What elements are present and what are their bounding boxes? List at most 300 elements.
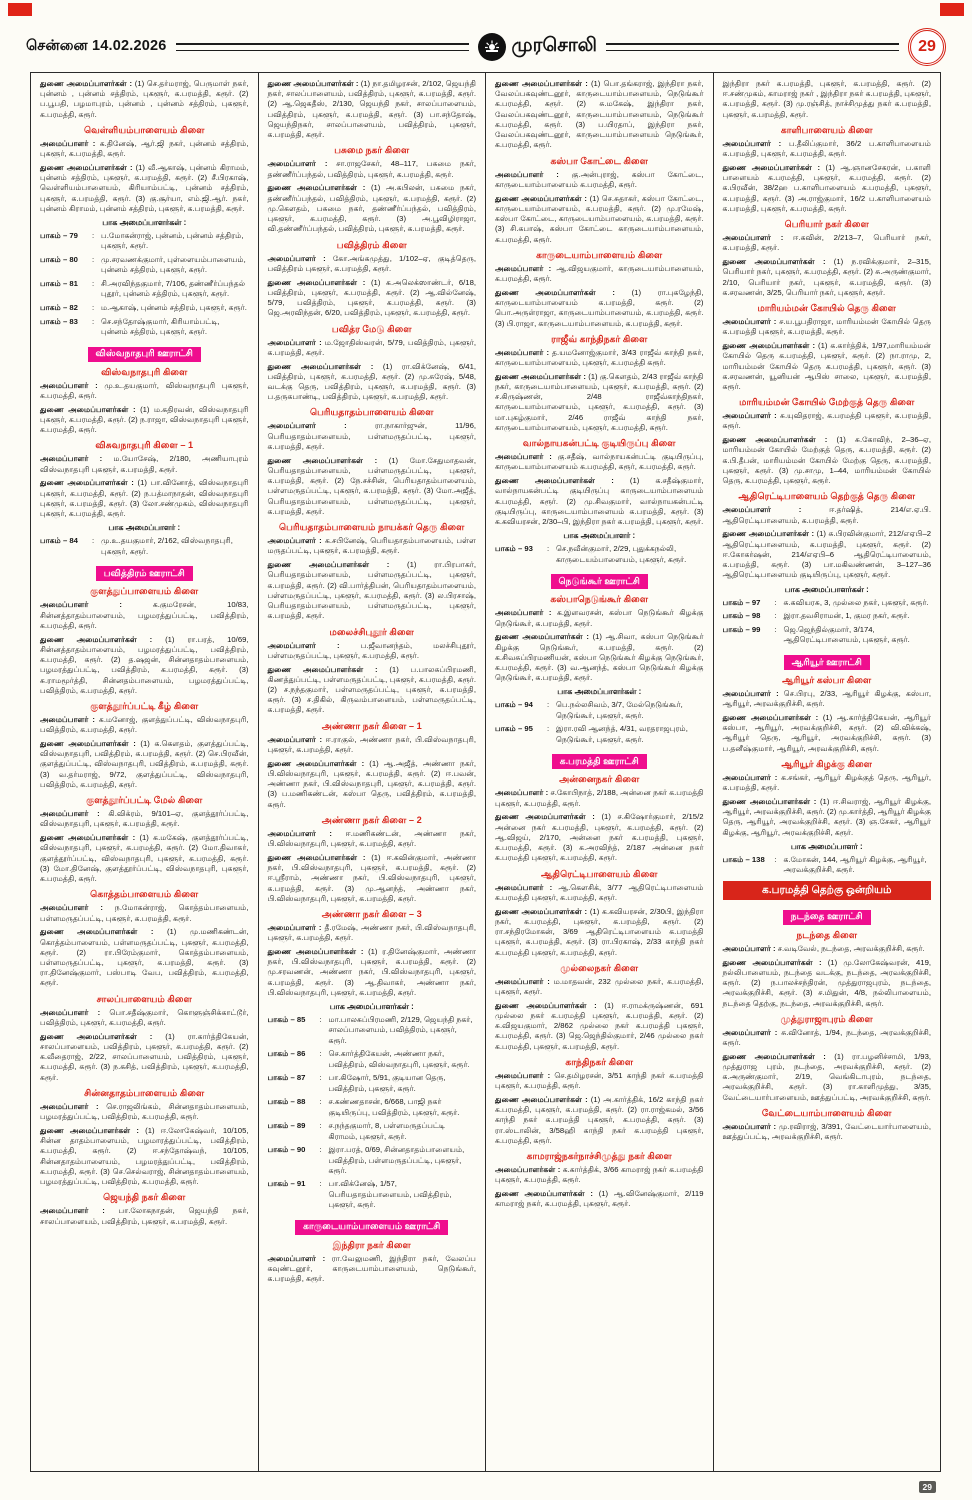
member-text: (1) வீ.ஆகாஷ், புன்னம் கிராமம், புன்னம் சத்திரம், புகளூர், க.பரமத்தி, கரூர். (2) சீ.பிரகாஷ், வெள்ளியம்பாளையம், கிரியாம்பட்டி, புன்னம் சத்திரம், புகளூர், க.பரமத்தி, கரூர். (3) கு.சூர்யா, எம்.ஜி.ஆர். நகர், புன்னம் கிராமம், புன்னம் சத்திரம், புகளூர், க.பரமத்தி, கரூர். bbox=[40, 162, 249, 213]
member-paragraph bbox=[268, 853, 477, 904]
member-text: (1) ஆ.சிவா, கஸ்பா நெடுங்கூர் கிழக்கு நெடுங்கூர், க.பரமத்தி, கரூர். (2) க.சிவசுப்பிரமணியன், கஸ்பா நெடுங்கூர் கிழக்கு நெடுங்கூர், க.பரமத்தி, கரூர். (3) வ.ஆனந்த், கஸ்பா நெடுங்கூர் கிழக்கு நெடுங்கூர், க.பரமத்தி, கரூர். bbox=[495, 632, 704, 683]
member-paragraph bbox=[268, 759, 477, 810]
member-text: க.கார்த்திக், 3/66 காமராஜ் நகர் க.பரமத்தி புகளூர், க.பரமத்தி, கரூர். bbox=[495, 1165, 704, 1185]
member-paragraph bbox=[723, 341, 932, 392]
member-text: (1) மோ.சேதுமாதவன், பெரியதாதம்பாளையம், பள்ளமருதப்பட்டி, புகளூர், க.பரமத்தி, கரூர். (2) நே.சச்சின், பெரியதாதம்பாளையம், பள்ளமருதப்பட்டி, புகளூர், க.பரமத்தி, கரூர். (3) மோ.அஜீத், பெரியதாதம்பாளையம், பள்ளமருதப்பட்டி, புகளூர், க.பரமத்தி, கரூர். bbox=[267, 455, 476, 516]
part-organizer-text: மா.பாலசுப்பிரமணி, 2/129, ஜெயந்தி நகர், சாலப்பாளையம், பவித்திரம், புகளூர், கரூர். bbox=[328, 1015, 473, 1045]
section-label: பாக அமைப்பாளர் : bbox=[108, 523, 181, 533]
branch-heading: மாரியம்மன் கோயில் மேற்குத் தெரு கிளை bbox=[739, 397, 915, 408]
news-column-2 bbox=[259, 73, 487, 1471]
member-paragraph bbox=[268, 338, 477, 358]
member-text: (1) ஆ.அஜீத், அண்ணா நகர், பி.விஸ்வநாதபுரி, புகளூர், க.பரமத்தி, கரூர். (2) ஈ.பவன், அண்ணா நகர், பி.விஸ்வநாதபுரி, புகளூர், க.பரமத்தி, கரூர். (3) ப.மணிகண்டன், கஸ்பா தெரு, பவித்திரம், க.பரமத்தி, கரூர். bbox=[267, 758, 476, 809]
member-paragraph bbox=[723, 505, 932, 525]
branch-heading: ஆதிரெட்டிபாளையம் கிளை bbox=[540, 868, 658, 879]
member-paragraph bbox=[495, 907, 704, 958]
role-label: அமைப்பாளர் : bbox=[722, 772, 782, 782]
panchayat-banner-row bbox=[495, 571, 704, 590]
member-paragraph bbox=[495, 1165, 704, 1185]
member-paragraph bbox=[495, 1001, 704, 1052]
part-colon: : bbox=[92, 255, 95, 265]
member-paragraph bbox=[268, 829, 477, 849]
member-paragraph bbox=[40, 600, 249, 631]
member-text: ஆ.கௌசிக், 3/77 ஆதிரெட்டிபாளையம் க.பரமத்தி புகளூர், க.பரமத்தி, கரூர். bbox=[495, 882, 704, 902]
section-label: பாக அமைப்பாளர் : bbox=[790, 841, 863, 851]
role-label: அமைப்பாளர் : bbox=[267, 640, 361, 650]
member-text: (1) பா.வினோத், விஸ்வநாதபுரி புகளூர், க.பரமத்தி, கரூர். (2) ந.பத்மாநாதன், விஸ்வநாதபுரி புகளூர், க.பரமத்தி, கரூர். (3) லோ.சண்முகம், விஸ்வநாதபுரி புகளூர், க.பரமத்தி, கரூர். bbox=[40, 478, 249, 519]
member-text: (1) ரா.புகழேந்தி, காருடையாம்பாளையம் க.பரமத்தி, கரூர். (2) பொ.அருள்ராஜா, காருடையாம்பாளையம், க.பரமத்தி, கரூர். (3) பி.ராஜா, காருடையாம்பாளையம், க.பரமத்தி, கரூர். bbox=[495, 287, 704, 328]
part-number: பாகம் – 99 bbox=[722, 625, 761, 635]
member-paragraph bbox=[268, 735, 477, 755]
branch-heading: குளத்தூர்ப்பட்டி கீழ் கிளை bbox=[90, 700, 199, 711]
member-text: சு.வினோத், 1/94, நடந்தை, அரவக்குறிச்சி, கரூர். bbox=[722, 1027, 932, 1048]
member-text: (1) செ.சுதாகர், கஸ்பா கோட்டை, காருடையாம்பாளையம், க.பரமத்தி, கரூர். (2) மு.ரமேஷ், கஸ்பா கோட்டை, காருடையாம்பாளையம், க.பரமத்தி, கரூர். (3) சி.கபாஷ், கஸ்பா கோட்டை காருடையாம்பாளையம், க.பரமத்தி, கரூர். bbox=[495, 193, 704, 244]
member-text: ச.ய.பூபதிராஜா, மாரியம்மன் கோயில் தெரு க.பரமத்தி புகளூர், க.பரமத்தி, கரூர். bbox=[722, 317, 931, 337]
member-text: ஈ.கவின், 2/213–7, பெரியார் நகர், க.பரமத்தி, கரூர். bbox=[722, 233, 931, 253]
part-organizer-row bbox=[40, 255, 249, 275]
member-text: க.குமரேசன், 10/83, சின்னத்தாதம்பாளையம், பழமரத்துப்பட்டி, பவித்திரம், க.பரமத்தி, கரூர். bbox=[40, 600, 249, 630]
role-label: அமைப்பாளர் : bbox=[40, 1101, 107, 1111]
role-label: துணை அமைப்பாளர்கள் : bbox=[722, 435, 837, 445]
member-paragraph bbox=[268, 183, 477, 234]
part-organizer-text: செ.நவீன்குமார், 2/29, புதுக்கநல்லி, காருடையம்பாளையம், புகளூர், கரூர். bbox=[556, 544, 687, 564]
role-label: அமைப்பாளர் : bbox=[722, 317, 780, 327]
part-colon: : bbox=[92, 231, 95, 241]
member-paragraph bbox=[723, 79, 932, 120]
member-text: க.தினேஷ், ஆர்.ஜி நகர், புன்னம் சத்திரம், புகளூர், க.பரமத்தி, கரூர். bbox=[40, 138, 249, 159]
masthead bbox=[26, 30, 946, 64]
part-colon: : bbox=[319, 1015, 322, 1025]
role-label: துணை அமைப்பாளர்கள் : bbox=[495, 812, 602, 822]
member-text: (1) ஈ.சிவராஜ், ஆரியூர் கிழக்கு, ஆரியூர், அரவக்குறிச்சி, கரூர். (2) மு.கார்த்தி, ஆரியூர் கிழக்கு தெரு, ஆரியூர், அரவக்குறிச்சி, கரூர். (3) ஞ.சேகர், ஆரியூர் கிழக்கு, ஆரியூர், அரவக்குறிச்சி, கரூர். bbox=[722, 796, 931, 837]
panchayat-banner-row bbox=[268, 1216, 477, 1235]
member-text: செ.பிரபு, 2/33, ஆரியூர் கிழக்கு, கஸ்பா, ஆரியூர், அரவக்குறிச்சி, கரூர். bbox=[722, 689, 932, 709]
role-label: துணை அமைப்பாளர்கள் : bbox=[495, 1189, 599, 1199]
masthead-rule-left bbox=[176, 43, 469, 51]
member-paragraph bbox=[40, 715, 249, 735]
content-columns bbox=[30, 72, 941, 1472]
member-paragraph bbox=[723, 411, 932, 431]
member-text: ச.வடிவேல், நடந்தை, அரவக்குறிச்சி, கரூர். bbox=[777, 943, 925, 953]
member-paragraph bbox=[723, 233, 932, 253]
member-text: (1) பொ.தங்கராஜ், இந்திரா நகர், வேலப்பகவுண்டனூர், காருடையாம்பாளையம், நெடுங்கூர் க.பரமத்தி, கரூர். (2) சு.மகேஷ், இந்திரா நகர், வேலப்பகவுண்டனூர், காருடையாம்பாளையம், நெடுங்கூர் க.பரமத்தி, கரூர். (3) ப.யிரதாப், இந்திரா நகர், வேலப்பகவுண்டனூர், காருடையாம்பாளையம் நெடுங்கூர், க.பரமத்தி, கரூர். bbox=[495, 79, 704, 150]
member-paragraph bbox=[268, 665, 477, 716]
role-label: துணை அமைப்பாளர்கள் : bbox=[40, 927, 167, 937]
part-colon: : bbox=[92, 316, 95, 326]
branch-heading: பெரியார் நகர் கிளை bbox=[784, 219, 869, 230]
section-label: பாக அமைப்பாளர்கள் : bbox=[102, 218, 187, 228]
member-text: பொ.சதீஷ்குமார், கொளுஞ்சிக்காட்டூர், பவித்திரம், புகளூர், க.பரமத்தி, கரூர். bbox=[40, 1007, 249, 1027]
part-organizer-text: ப.மோகன்ராஜ், புன்னம், புன்னம் சத்திரம், புகளூர், கரூர். bbox=[101, 231, 244, 251]
part-organizer-row bbox=[495, 724, 704, 744]
branch-heading: மாரியம்மன் கோயில் தெரு கிளை bbox=[757, 303, 896, 314]
role-label: துணை அமைப்பாளர்கள் : bbox=[40, 634, 166, 644]
role-label: துணை அமைப்பாளர்கள் : bbox=[40, 478, 138, 488]
member-paragraph bbox=[723, 257, 932, 298]
member-text: இந்திரா நகர் க.பரமத்தி, புகளூர், க.பரமத்தி, கரூர். (2) ஈ.சண்முகம், காமராஜ் நகர் , இந்திரா நகர் க.பரமத்தி, புகளூர், க.பரமத்தி, கரூர். (3) மு.ரஞ்சித், நாச்சிமுத்து நகர் க.பரமத்தி, புகளூர், க.பரமத்தி, கரூர். bbox=[722, 79, 931, 119]
footer-page-number: 29 bbox=[919, 1481, 936, 1493]
member-text: (1) ம.கதிரவன், விஸ்வநாதபுரி புகளூர், க.பரமத்தி, கரூர். (2) ந.ராஜா, விஸ்வநாதபுரி புகளூர், க.பரமத்தி, கரூர். bbox=[40, 404, 249, 435]
member-text: (1) ஆ.ஞானசேகரன், ப.காளி பாளையம் க.பரமத்தி, புகளூர், க.பரமத்தி, கரூர். (2) க.பிரவீன், 38/2ஹ ப.காளிபாளையம் க.பரமத்தி, புகளூர், க.பரமத்தி, கரூர். (3) அ.ராஜ்குமார், 16/2 ப.காளிபாளையம் க.பரமத்தி, புகளூர், க.பரமத்தி, கரூர். bbox=[722, 162, 931, 213]
member-text: (1) க.மகேஷ், குளத்தூர்ப்பட்டி, விஸ்வநாதபுரி, புகளூர், க.பரமத்தி, கரூர். (2) மோ.திவாகர், குளத்தூர்ப்பட்டி, விஸ்வநாதபுரி, புகளூர், க.பரமத்தி, கரூர். (3) மோ.தினேஷ், குளத்தூர்ப்பட்டி, விஸ்வநாதபுரி, புகளூர், க.பரமத்தி, கரூர். bbox=[40, 833, 249, 884]
member-text: (1) ப.பாலசுப்பிரமணி, கிணத்துப்பட்டி, பள்ளமருதப்பட்டி, புகளூர், க.பரமத்தி, கரூர். (2) ச.நந்தகுமார், பள்ளமருதப்பட்டி, புகளூர், க.பரமத்தி, கரூர். (3) ச.திகில், கிருவம்பாளையம், பள்ளமருதப்பட்டி, க.பரமத்தி, கரூர். bbox=[267, 664, 476, 715]
part-colon: : bbox=[319, 1097, 322, 1107]
member-paragraph bbox=[268, 947, 477, 998]
member-text: (1) ஈ.லோகேஷ்வர், 10/105, சின்ன தாதம்பாளையம், பழமாரத்துப்பட்டி, பவித்திரம், க.பரமத்தி, கரூர். (2) ஈ.சந்தோஷ்வந், 10/105, சின்னதாதம்பாளையம், பழமரத்துப்பட்டி, பவித்திரம், க.பரமத்தி, கரூர். (3) செ.செல்வராஜ், சின்னதாதம்பாளையம், பழமரத்துப்பட்டி, பவித்திரம், க.பரமத்தி, கரூர். bbox=[40, 1125, 249, 1187]
member-text: (1) ந.ரவிக்குமார், 2–315, பெரியார் நகர், புகளூர், க.பரமத்தி, கரூர். (2) சு.அருண்குமார், 2/10, பெரியார் நகர், புகளூர், க.பரமத்தி, கரூர். (3) க.சரவணன், 3/25, பெரியார் நகர், புகளூர், கரூர். bbox=[722, 257, 931, 297]
part-number: பாகம் – 86 bbox=[267, 1049, 306, 1059]
member-paragraph bbox=[268, 923, 477, 943]
branch-heading: பெரியதாதம்பாளையம் நாயக்கர் தெரு கிளை bbox=[279, 522, 465, 533]
branch-heading: இந்திரா நகர் கிளை bbox=[332, 1239, 411, 1250]
role-label: துணை அமைப்பாளர்கள் : bbox=[267, 455, 389, 465]
part-organizer-row bbox=[723, 625, 932, 645]
part-colon: : bbox=[774, 597, 777, 607]
role-label: அமைப்பாளர் : bbox=[40, 454, 114, 464]
member-text: ஈ.ராகுல், அண்ணா நகர், பி.விஸ்வநாதபுரி, புகளூர், க.பரமத்தி, கரூர். bbox=[267, 734, 476, 754]
member-paragraph bbox=[40, 405, 249, 436]
member-text: ம.யோசேஷ், 2/180, அணியாபுரம் விஸ்வநாதபுரி புகளூர், க.பரமத்தி, கரூர். bbox=[40, 454, 249, 474]
member-text: (1) மு.லோகேஷ்வரன், 419, நல்லிபாளையம், நடந்தை வடக்கு, நடந்தை, அரவக்குறிச்சி, கரூர். (2) ந.பாலச்சந்திரன், முத்துராஜபுரம், நடந்தை, அரவக்குறிச்சி, கரூர். (3) ச.மிதுன், 4/8, நல்லிபாளையம், நடந்தை தெற்கு, நடந்தை, அரவக்குறிச்சி, கரூர். bbox=[722, 957, 931, 1008]
member-text: மு.ரவிராஜ், 3/391, வேட்டையார்பாளையம், ஊத்துப்பட்டி, அரவக்குறிச்சி, கரூர். bbox=[722, 1121, 931, 1142]
member-paragraph bbox=[40, 1008, 249, 1028]
part-organizer-text: சு.கவியரசு, 3, முல்லை நகர், புகளூர், கரூர். bbox=[783, 597, 929, 607]
member-paragraph bbox=[723, 1028, 932, 1048]
role-label: அமைப்பாளர் : bbox=[495, 882, 559, 892]
section-label: பாக அமைப்பாளர் : bbox=[563, 531, 636, 541]
part-organizer-row bbox=[268, 1073, 477, 1093]
member-paragraph bbox=[40, 1032, 249, 1083]
role-label: அமைப்பாளர் : bbox=[495, 788, 551, 798]
part-organizer-row bbox=[268, 1049, 477, 1069]
member-text: (1) ரா.விக்னேஷ், 6/41, பவித்திரம், புகளூர், க.பரமத்தி, கரூர். (2) மு.சுரேஷ், 5/48, வடக்கு தெரு, பவித்திரம், புகளூர், க.பரமத்தி, கரூர். (3) ப.தருகபாண்டி, பவித்திரம், புகளூர், க.பரமத்தி, கரூர். bbox=[267, 361, 476, 402]
member-paragraph bbox=[495, 372, 704, 433]
masthead-rule-right bbox=[606, 43, 899, 51]
part-number: பாகம் – 84 bbox=[40, 536, 78, 546]
branch-heading: முல்லைநகர் கிளை bbox=[560, 962, 639, 973]
member-text: (1) ச.கிஷோர்குமார், 2/15/2 அன்னை நகர் க.பரமத்தி, புகளூர், க.பரமத்தி, கரூர். (2) ஆ.விஜய், 2/170, அன்னை நகர் க.பரமத்தி, புகளூர், க.பரமத்தி, கரூர். (3) க.அரவிந்த், 2/187 அன்னை நகர் க.பரமத்தி புகளூர், க.பரமத்தி, கரூர். bbox=[495, 812, 704, 863]
branch-heading: கொத்தம்பாளையம் கிளை bbox=[90, 889, 199, 900]
role-label: துணை அமைப்பாளர்கள் : bbox=[722, 796, 820, 806]
part-number: பாகம் – 90 bbox=[267, 1145, 306, 1155]
member-text: (1) ஆ.கார்த்திகேயன், ஆரியூர் கஸ்பா, ஆரியூர், அரவக்குறிச்சி, கரூர். (2) வி.விக்கஷ், ஆரியூர் தெரு, ஆரியூர், அரவக்குறிச்சி, கரூர். (3) ப.தனீஷ்குமார், ஆரியூர், அரவக்குறிச்சி, கரூர். bbox=[722, 713, 931, 753]
part-organizer-text: க.மோகன், 144, ஆரியூர் கிழக்கு, ஆரியூர், அரவக்குறிச்சி, கரூர். bbox=[783, 854, 927, 875]
part-organizer-text: செ.சந்தோஷ்குமார், கிரியாம்பட்டி, புன்னம் சத்திரம், புகளூர், கரூர். bbox=[101, 316, 220, 336]
member-text: (1) அ.கபிலன், பசுமை நகர், தண்ணீர்ப்பந்தல், பவித்திரம், புகளூர், க.பரமத்தி, கரூர். (2) மு.கௌதம், பசுமை நகர், தண்ணீர்ப்பந்தல், பவித்திரம், புகளூர், க.பரமத்தி, கரூர். (3) அ.பூவிழிராஜா, வி.தண்ணீர்ப்பந்தல், பவித்திரம், புகளூர், க.பரமத்தி, கரூர். bbox=[267, 183, 476, 234]
member-text: செ.ராஜலிங்கம், சின்னதாதம்பாளையம், பழமரத்துப்பட்டி, பவித்திரம், க.பரமத்தி, கரூர். bbox=[40, 1101, 249, 1122]
member-paragraph bbox=[40, 1126, 249, 1187]
branch-heading: முத்துராஜாபுரம் கிளை bbox=[780, 1013, 873, 1024]
role-label: துணை அமைப்பாளர்கள் : bbox=[267, 560, 408, 570]
role-label: அமைப்பாளர் : bbox=[40, 809, 109, 819]
dateline: சென்னை 14.02.2026 bbox=[26, 38, 167, 54]
part-organizer-text: ச.கண்ணதாசன், 6/668, பாஜி நகர் குடியிருப்பு, பவித்திரம், புகளூர், கரூர். bbox=[328, 1097, 460, 1117]
member-paragraph bbox=[268, 79, 477, 140]
role-label: அமைப்பாளர் : bbox=[722, 1027, 782, 1037]
role-label: துணை அமைப்பாளர்கள் : bbox=[495, 476, 630, 486]
section-label: பாக அமைப்பாளர்கள் : bbox=[329, 1002, 414, 1012]
member-paragraph bbox=[268, 159, 477, 179]
role-label: துணை அமைப்பாளர்கள் : bbox=[495, 287, 632, 297]
role-label: துணை அமைப்பாளர்கள் : bbox=[722, 713, 823, 722]
branch-heading: மலைச்சிபுதூர் கிளை bbox=[329, 626, 414, 637]
member-paragraph bbox=[723, 713, 932, 754]
member-text: ம.மாதவன், 232 முல்லை நகர், க.பரமத்தி, புகளூர், கரூர். bbox=[495, 976, 704, 997]
member-text: கோ.அங்கமுத்து, 1/102–ஏ, குடித்தெரு, பவித்திரம் புகளூர், க.பரமத்தி, கரூர். bbox=[267, 253, 477, 273]
member-text: (1) ரா.கார்த்திகேயன், சாலப்பாளையம், பவித்திரம், புகளூர், க.பரமத்தி, கரூர். (2) க.வீதைராஜ், 2/22, சாலப்பாளையம், பவித்திரம், புகளூர், க.பரமத்தி, கரூர். (3) ந.கசித், பவித்திரம், புகளூர், க.பரமத்தி, கரூர். bbox=[40, 1031, 249, 1082]
part-organizer-text: மு.உ.தயகுமார், 2/162, விஸ்வநாதபுரி, புகளூர், கரூர். bbox=[101, 536, 233, 556]
corner-red-mark-left bbox=[8, 3, 32, 16]
member-text: (1) க.சதீஷ்குமார், வால்நாயகன்பட்டி குடியிருப்பு காருடையாம்பாளையம் க.பரமத்தி, கரூர். (2) மு.சிவகுமார், வால்நாயகன்பட்டி குடியிருப்பு, காருடையாம்பாளையம் க.பரமத்தி, கரூர். (3) க.கவியரசன், 2/30–பி, இந்திரா நகர் க.பரமத்தி, புகளூர், கரூர். bbox=[495, 476, 704, 527]
member-paragraph bbox=[40, 163, 249, 214]
union-banner: க.பரமத்தி தெற்கு ஒன்றியம் bbox=[723, 881, 932, 900]
member-text: (1) ரா.பிரபாகர், பெரியதாதம்பாளையம், பள்ளமருதப்பட்டி, புகளூர், க.பரமத்தி, கரூர். (2) வி.பார்த்திபன், பெரியதாதம்பாளையம், பள்ளமருதப்பட்டி, புகளூர், க.பரமத்தி, கரூர். (3) ல.பிரசாஷ், பெரியதாதம்பாளையம், பள்ளமருதப்பட்டி, புகளூர், க.பரமத்தி, கரூர். bbox=[267, 560, 476, 621]
member-paragraph bbox=[40, 478, 249, 519]
branch-heading: வெள்ளியம்பாளையம் கிளை bbox=[83, 124, 205, 135]
branch-heading: அண்ணா நகர் கிளை – 1 bbox=[321, 720, 422, 731]
role-label: துணை அமைப்பாளர்கள் : bbox=[267, 277, 371, 287]
role-label: அமைப்பாளர் : bbox=[267, 337, 325, 347]
role-label: துணை அமைப்பாளர்கள் : bbox=[40, 79, 135, 88]
role-label: துணை அமைப்பாளர்கள் : bbox=[40, 833, 140, 843]
member-text: (1) க.கவியரசன், 2/30பி, இந்திரா நகர், க.பரமத்தி, புகளூர், க.பரமத்தி, கரூர். (2) ரா.சந்திரமோகன், 3/69 ஆதிரெட்டிபாளையம் க.பரமத்தி புகளூர், க.பரமத்தி, கரூர். (3) ரா.பிரகாஷ், 2/33 காந்தி நகர் க.பரமத்தி புகளூர், க.பரமத்தி, கரூர். bbox=[495, 906, 704, 957]
news-column-4 bbox=[714, 73, 941, 1471]
part-colon: : bbox=[92, 279, 95, 289]
member-text: ந.மோகன்ராஜ், கொத்தம்பாளையம், பள்ளமருதப்பட்டி, புகளூர், க.பரமத்தி, கரூர். bbox=[40, 903, 249, 923]
branch-heading: சின்னதாதம்பாளையம் கிளை bbox=[84, 1087, 205, 1098]
member-text: க.சங்கர், ஆரியூர் கிழக்குத் தெரு, ஆரியூர், க.பரமத்தி, கரூர். bbox=[722, 772, 931, 793]
panchayat-banner: காருடையாம்பாளையம் ஊராட்சி bbox=[295, 1220, 448, 1235]
panchayat-banner: நெடுங்கூர் ஊராட்சி bbox=[551, 574, 648, 589]
member-text: (1) க.அலெக்ஸாண்டர், 6/18, பவித்திரம், புகளூர், க.பரமத்தி, கரூர். (2) ஆ.வில்னேஷ், 5/79, பவித்திரம், புகளூர், க.பரமத்தி, கரூர். (3) ஜெ.அரவிந்தன், 6/20, பவித்திரம், புகளூர், க.பரமத்தி, கரூர். bbox=[267, 277, 476, 318]
member-paragraph bbox=[268, 560, 477, 621]
part-colon: : bbox=[319, 1049, 322, 1059]
part-organizer-text: இரா.ரவி ஆனந்த், 4/31, வரதராஜபுரம், நெடுங்கூர், புகளூர், கரூர். bbox=[556, 724, 688, 744]
part-organizer-row bbox=[40, 231, 249, 251]
member-paragraph bbox=[723, 139, 932, 159]
member-paragraph bbox=[723, 1052, 932, 1103]
panchayat-banner-row bbox=[40, 343, 249, 362]
member-text: (1) அ.கார்த்திக், 16/2 காந்தி நகர் க.பரமத்தி, புகளூர், க.பரமத்தி, கரூர். (2) ரா.ராஜ்கமல், 3/56 காந்தி நகர் க.பரமத்தி புகளூர், க.பரமத்தி, கரூர். (3) ரா.ஸ்டாலின், 3/58ஹி காந்தி நகர் க.பரமத்தி புகளூர், க.பரமத்தி, கரூர். bbox=[495, 1094, 704, 1145]
member-paragraph bbox=[495, 476, 704, 527]
role-label: அமைப்பாளர் : bbox=[722, 138, 789, 148]
role-label: துணை அமைப்பாளர்கள் : bbox=[495, 906, 590, 916]
panchayat-banner: பவித்திரம் ஊராட்சி bbox=[96, 566, 193, 581]
part-colon: : bbox=[547, 724, 550, 734]
member-text: தீ.ரமேஷ், அண்ணா நகர், பி.விஸ்வநாதபுரி, புகளூர், க.பரமத்தி, கரூர். bbox=[267, 923, 477, 943]
part-number: பாகம் – 95 bbox=[495, 724, 533, 734]
member-paragraph bbox=[495, 632, 704, 683]
part-organizer-text: செ.கார்த்திகேயன், அண்ணா நகர், பவித்திரம், விஸ்வநாதபுரி, புகளூர், கரூர். bbox=[328, 1049, 470, 1069]
role-label: துணை அமைப்பாளர்கள் : bbox=[722, 529, 817, 539]
member-paragraph bbox=[723, 1122, 932, 1142]
panchayat-banner-row bbox=[40, 563, 249, 582]
member-paragraph bbox=[40, 1206, 249, 1226]
branch-heading: வால்நாயகன்பட்டி குடியிருப்பு கிளை bbox=[522, 438, 676, 449]
member-text: ஈ.மணிகண்டன், அண்ணா நகர், பி.விஸ்வநாதபுரி, புகளூர், க.பரமத்தி, கரூர். bbox=[267, 828, 477, 849]
role-label: துணை அமைப்பாளர்கள் : bbox=[722, 1051, 835, 1061]
branch-heading: காளிபாளையம் கிளை bbox=[780, 124, 873, 135]
member-paragraph bbox=[268, 278, 477, 319]
member-text: ம.ஜோதிஸ்வரன், 5/79, பவித்திரம், புகளூர், க.பரமத்தி, கரூர். bbox=[267, 337, 476, 357]
part-organizer-row bbox=[40, 317, 249, 337]
member-paragraph bbox=[40, 809, 249, 829]
role-label: துணை அமைப்பாளர்கள் : bbox=[40, 1031, 166, 1041]
role-label: அமைப்பாளர் : bbox=[722, 943, 778, 953]
member-text: ரா.நாகார்ஜுன், 11/96, பெரியதாதம்பாளையம், பள்ளமருதப்பட்டி, புகளூர், க.பரமத்தி, கரூர். bbox=[267, 421, 476, 451]
branch-heading: கஸ்பா கோட்டை கிளை bbox=[550, 155, 649, 166]
role-label: அமைப்பாளர் : bbox=[267, 253, 333, 263]
role-label: அமைப்பாளர்கள் : bbox=[495, 1165, 563, 1175]
branch-heading: அண்ணா நகர் கிளை – 2 bbox=[321, 814, 422, 825]
branch-heading: பவித்திரம் கிளை bbox=[336, 239, 407, 250]
role-label: துணை அமைப்பாளர்கள் : bbox=[267, 361, 383, 371]
branch-heading: விசுவநாதபுரி கிளை – 1 bbox=[95, 440, 194, 451]
part-number: பாகம் – 81 bbox=[40, 279, 78, 289]
member-text: ரா.வேலுமணி, இந்திரா நகர், வேலப்ப கவுண்டனூர், காருடையாம்பாளையம், நெடுங்கூர், க.பரமத்தி, கரூர். bbox=[267, 1253, 476, 1284]
branch-heading: காமராஜ்நகர்நாச்சிமுத்து நகர் கிளை bbox=[526, 1151, 672, 1162]
member-paragraph bbox=[40, 381, 249, 401]
member-text: ப.தீலிப்குமார், 36/2 ப.காளிபாளையம் க.பரமத்தி, புகளூர், க.பரமத்தி, கரூர். bbox=[722, 138, 931, 159]
corner-red-mark-right bbox=[940, 3, 964, 16]
member-text: (1) ரா.பழனிச்சாமி, 1/93, முத்துராஜ புரம், நடந்தை, அரவக்குறிச்சி, கரூர். (2) க.அருண்குமார், 2/19, வெங்கிடாபுரம், நடந்தை, அரவக்குறிச்சி, கரூர். (3) ரா.காளிமுத்து, 3/35, வேட்டையார்பாளையம், ஊத்துப்பட்டி, அரவக்குறிச்சி, கரூர். bbox=[722, 1051, 931, 1102]
part-number: பாகம் – 82 bbox=[40, 303, 78, 313]
part-organizer-text: மு.சரவணக்குமார், புள்ளையம்பாளையம், புன்னம் சத்திரம், புகளூர், கரூர். bbox=[101, 255, 246, 275]
part-number: பாகம் – 87 bbox=[267, 1073, 306, 1083]
role-label: அமைப்பாளர் : bbox=[722, 411, 780, 421]
role-label: அமைப்பாளர் : bbox=[40, 600, 153, 610]
part-colon: : bbox=[774, 625, 777, 635]
branch-heading: விஸ்வநாதபுரி கிளை bbox=[101, 366, 188, 377]
branch-heading: ஆரியூர் கஸ்பா கிளை bbox=[782, 675, 872, 685]
branch-heading: ராஜீவ் காந்திநகர் கிளை bbox=[551, 333, 648, 344]
panchayat-banner-row bbox=[495, 751, 704, 770]
member-text: கு.சதீஷ், வால்நாயகன்பட்டி குடியிருப்பு, காருடையாம்பாளையம் க.பரமத்தி, கரூர், க.பரமத்தி, கரூர். bbox=[495, 452, 704, 472]
role-label: அமைப்பாளர் : bbox=[40, 1007, 110, 1017]
part-colon: : bbox=[319, 1073, 322, 1083]
panchayat-banner: ஆரியூர் ஊராட்சி bbox=[784, 655, 870, 670]
part-number: பாகம் – 88 bbox=[267, 1097, 306, 1107]
role-label: அமைப்பாளர் : bbox=[495, 263, 557, 273]
role-label: துணை அமைப்பாளர்கள் : bbox=[722, 341, 819, 351]
member-paragraph bbox=[723, 163, 932, 214]
role-label: அமைப்பாளர் : bbox=[40, 380, 105, 390]
part-organizer-row bbox=[723, 855, 932, 875]
member-paragraph bbox=[723, 958, 932, 1009]
role-label: அமைப்பாளர் : bbox=[495, 347, 553, 357]
member-text: கி.விக்ரம், 9/101–ஏ, குளத்தூர்ப்பட்டி, விஸ்வநாதபுரி, புகளூர், க.பரமத்தி, கரூர். bbox=[40, 809, 249, 829]
role-label: அமைப்பாளர் : bbox=[40, 715, 99, 724]
member-text: த.யமனோஜ்குமார், 3/43 ராஜீவ் காந்தி நகர், காருடையாம்பாளையம், புகளூர், க.பரமத்தி கரூர். bbox=[495, 347, 704, 368]
role-label: துணை அமைப்பாளர்கள் : bbox=[722, 162, 826, 172]
section-label: பாக அமைப்பாளர்கள் : bbox=[784, 584, 869, 594]
member-paragraph bbox=[495, 170, 704, 190]
role-label: துணை அமைப்பாளர்கள் : bbox=[722, 957, 828, 967]
role-label: துணை அமைப்பாளர்கள் : bbox=[495, 193, 590, 203]
member-paragraph bbox=[268, 254, 477, 274]
member-paragraph bbox=[495, 194, 704, 245]
member-paragraph bbox=[268, 456, 477, 517]
member-paragraph bbox=[723, 317, 932, 337]
part-organizer-row bbox=[723, 598, 932, 608]
part-colon: : bbox=[774, 611, 777, 621]
branch-heading: பசுமை நகர் கிளை bbox=[334, 145, 410, 156]
role-label: அமைப்பாளர் : bbox=[495, 169, 572, 179]
part-organizer-text: ம.ஆகாஷ், புன்னம் சத்திரம், புகளூர், கரூர். bbox=[101, 303, 247, 313]
member-paragraph bbox=[268, 536, 477, 556]
part-organizer-row bbox=[268, 1097, 477, 1117]
member-paragraph bbox=[495, 788, 704, 808]
masthead-title: முரசொலி bbox=[511, 35, 598, 56]
part-number: பாகம் – 89 bbox=[267, 1121, 306, 1131]
part-organizer-row bbox=[268, 1145, 477, 1176]
part-colon: : bbox=[774, 854, 777, 864]
member-paragraph bbox=[495, 883, 704, 903]
role-label: அமைப்பாளர் : bbox=[722, 505, 830, 515]
part-organizer-row bbox=[723, 611, 932, 621]
member-text: (1) ஆ.வினேஷ்குமார், 2/119 காமராஜ் நகர், க.பரமத்தி, புகளூர், கரூர். bbox=[495, 1189, 704, 1209]
part-number: பாகம் – 79 bbox=[40, 231, 78, 241]
branch-heading: நடந்தை கிளை bbox=[796, 929, 858, 940]
member-paragraph bbox=[40, 79, 249, 120]
role-label: துணை அமைப்பாளர்கள் : bbox=[267, 664, 390, 674]
member-text: (1) கு.கௌதம், 2/43 ராஜீவ் காந்தி நகர், காருடையாம்பாளையம், புகளூர், க.பரமத்தி, கரூர். (2) ச.கிருஷ்ணன், 2/48 ராஜீவ்காந்திநகர், காருடையாம்பாளையம், புகளூர், க.பரமத்தி, கரூர். (3) மா.புகழ்குமார், 2/46 ராஜீவ் காந்தி நகர், காருடையாம்பாளையம், புகளூர், க.பரமத்தி, கரூர். bbox=[495, 371, 704, 432]
member-text: க.இளவரசன், கஸ்பா நெடுங்கூர் கிழக்கு நெடுங்கூர், க.பரமத்தி, கரூர். bbox=[495, 608, 704, 628]
panchayat-banner: விஸ்வநாதபுரி ஊராட்சி bbox=[88, 347, 201, 362]
branch-heading: வேட்டையாம்பாளையம் கிளை bbox=[761, 1107, 892, 1118]
part-organizer-row bbox=[40, 303, 249, 313]
member-text: (1) ர.தினேஷ்குமார், அண்ணா நகர், பி.விஸ்வநாதபுரி, புகளூர், க.பரமத்தி, கரூர். (2) மு.சரவணன், அண்ணா நகர், பி.விஸ்வநாதபுரி, புகளூர், க.பரமத்தி, கரூர். (3) ஆ.திவாகர், அண்ணா நகர், பி.விஸ்வநாதபுரி, புகளூர், க.பரமத்தி, கரூர். bbox=[267, 947, 477, 997]
role-label: துணை அமைப்பாளர்கள் : bbox=[495, 1000, 605, 1010]
part-organizer-text: பெ.நல்லசிவம், 3/7, மேல்நெடுங்கூர், நெடுங்கூர், புகளூர், கரூர். bbox=[556, 700, 683, 720]
member-text: க.மனோஜ், குளத்துப்பட்டி, விஸ்வநாதபுரி, பவித்திரம், க.பரமத்தி, கரூர். bbox=[40, 715, 249, 735]
news-column-1 bbox=[31, 73, 259, 1471]
member-paragraph bbox=[495, 452, 704, 472]
role-label: அமைப்பாளர் : bbox=[495, 608, 557, 618]
member-paragraph bbox=[40, 903, 249, 923]
part-colon: : bbox=[319, 1121, 322, 1131]
role-label: துணை அமைப்பாளர்கள் : bbox=[495, 79, 591, 88]
role-label: துணை அமைப்பாளர்கள் : bbox=[40, 1125, 146, 1135]
member-text: சா.ராஜசேகர், 48–117, பசுமை நகர், தண்ணீர்ப்பந்தல், பவித்திரம், புகளூர், க.பரமத்தி, கரூர். bbox=[267, 159, 476, 179]
role-label: அமைப்பாளர் : bbox=[267, 1253, 332, 1263]
role-label: அமைப்பாளர் : bbox=[267, 536, 325, 546]
member-paragraph bbox=[495, 79, 704, 151]
role-label: துணை அமைப்பாளர்கள் : bbox=[40, 162, 136, 172]
member-text: ப.ஜீவானந்தம், மலச்சிபுதூர், பள்ளமருதப்பட்டி, புகளூர், க.பரமத்தி, கரூர். bbox=[267, 640, 477, 660]
part-organizer-row bbox=[268, 1015, 477, 1046]
branch-heading: காந்திநகர் கிளை bbox=[565, 1056, 634, 1067]
part-number: பாகம் – 138 bbox=[722, 854, 765, 864]
part-organizer-text: சி.அரவிந்தகுமார், 7/106, தண்ணீர்ப்பந்தல் புதூர், புன்னம் சத்திரம், புகளூர், கரூர். bbox=[101, 279, 246, 299]
member-paragraph bbox=[268, 641, 477, 661]
member-text: கு.அன்புராஜ், கஸ்பா கோட்டை, காருடையாம்பாளையம் க.பரமத்தி, கரூர். bbox=[495, 169, 704, 189]
member-paragraph bbox=[268, 362, 477, 403]
news-column-3 bbox=[486, 73, 714, 1471]
part-number: பாகம் – 98 bbox=[722, 611, 761, 621]
role-label: அமைப்பாளர் : bbox=[40, 1206, 119, 1216]
role-label: துணை அமைப்பாளர்கள் : bbox=[267, 947, 369, 957]
member-text: (1) ஈ.ராமக்ருஷ்ணன், 691 முல்லை நகர் க.பரமத்தி புகளூர், க.பரமத்தி, கரூர். (2) சு.விஜயகுமார், 2/862 முல்லை நகர் க.பரமத்தி புகளூர், க.பரமத்தி, கரூர். (3) ஜெ.ஜெந்தில்குமார், 2/46 முல்லை நகர் க.பரமத்தி, புகளூர், க.பரமத்தி, கரூர். bbox=[495, 1000, 704, 1051]
member-text: (1) ரா.பரத், 10/69, சின்னத்தாதம்பாளையம், பழமரத்துப்பட்டி, பவித்திரம், க.பரமத்தி, கரூர். (2) த.ஷஜன், சின்னதாதம்பாளையம், பழமரத்துப்பட்டி, பவித்திரம், க.பரமத்தி, கரூர். (3) சு.ராமமூர்த்தி, சின்னதம்பாளையம், பழமரத்துப்பட்டி, பவித்திரம், க.பரமத்தி, கரூர். bbox=[40, 634, 249, 695]
role-label: துணை அமைப்பாளர்கள் : bbox=[722, 257, 834, 267]
part-number: பாகம் – 80 bbox=[40, 255, 78, 265]
part-colon: : bbox=[92, 536, 95, 546]
branch-heading: அன்னைநகர் கிளை bbox=[559, 774, 640, 785]
member-text: (1) நா.தமிழரசன், 2/102, ஜெயந்தி நகர், சாலப்பாளையம், பவித்திரம், புகளூர், க.பரமத்தி, கரூர். (2) ஆ.ஜெகதீஸ், 2/130, ஜெயந்தி நகர், சாலப்பாளையம், பவித்திரம், புகளூர், க.பரமத்தி, கரூர். (3) பா.சந்தோஷ், ஜெயந்திநகர், சாலப்பாளையம், பவித்திரம், புகளூர், க.பரமத்தி, கரூர். bbox=[267, 79, 476, 140]
part-number: பாகம் – 83 bbox=[40, 316, 78, 326]
member-text: (1) ஈ.கவின்குமார், அண்ணா நகர், பி.விஸ்வநாதபுரி, புகளூர், க.பரமத்தி, கரூர். (2) ஈ.ஸ்ரீராம், அண்ணா நகர், பி.விஸ்வநாதபுரி, புகளூர், க.பரமத்தி, கரூர். (3) மு.ஆனந்த், அண்ணா நகர், பி.விஸ்வநாதபுரி, புகளூர், க.பரமத்தி, கரூர். bbox=[267, 852, 476, 903]
part-colon: : bbox=[319, 1145, 322, 1155]
